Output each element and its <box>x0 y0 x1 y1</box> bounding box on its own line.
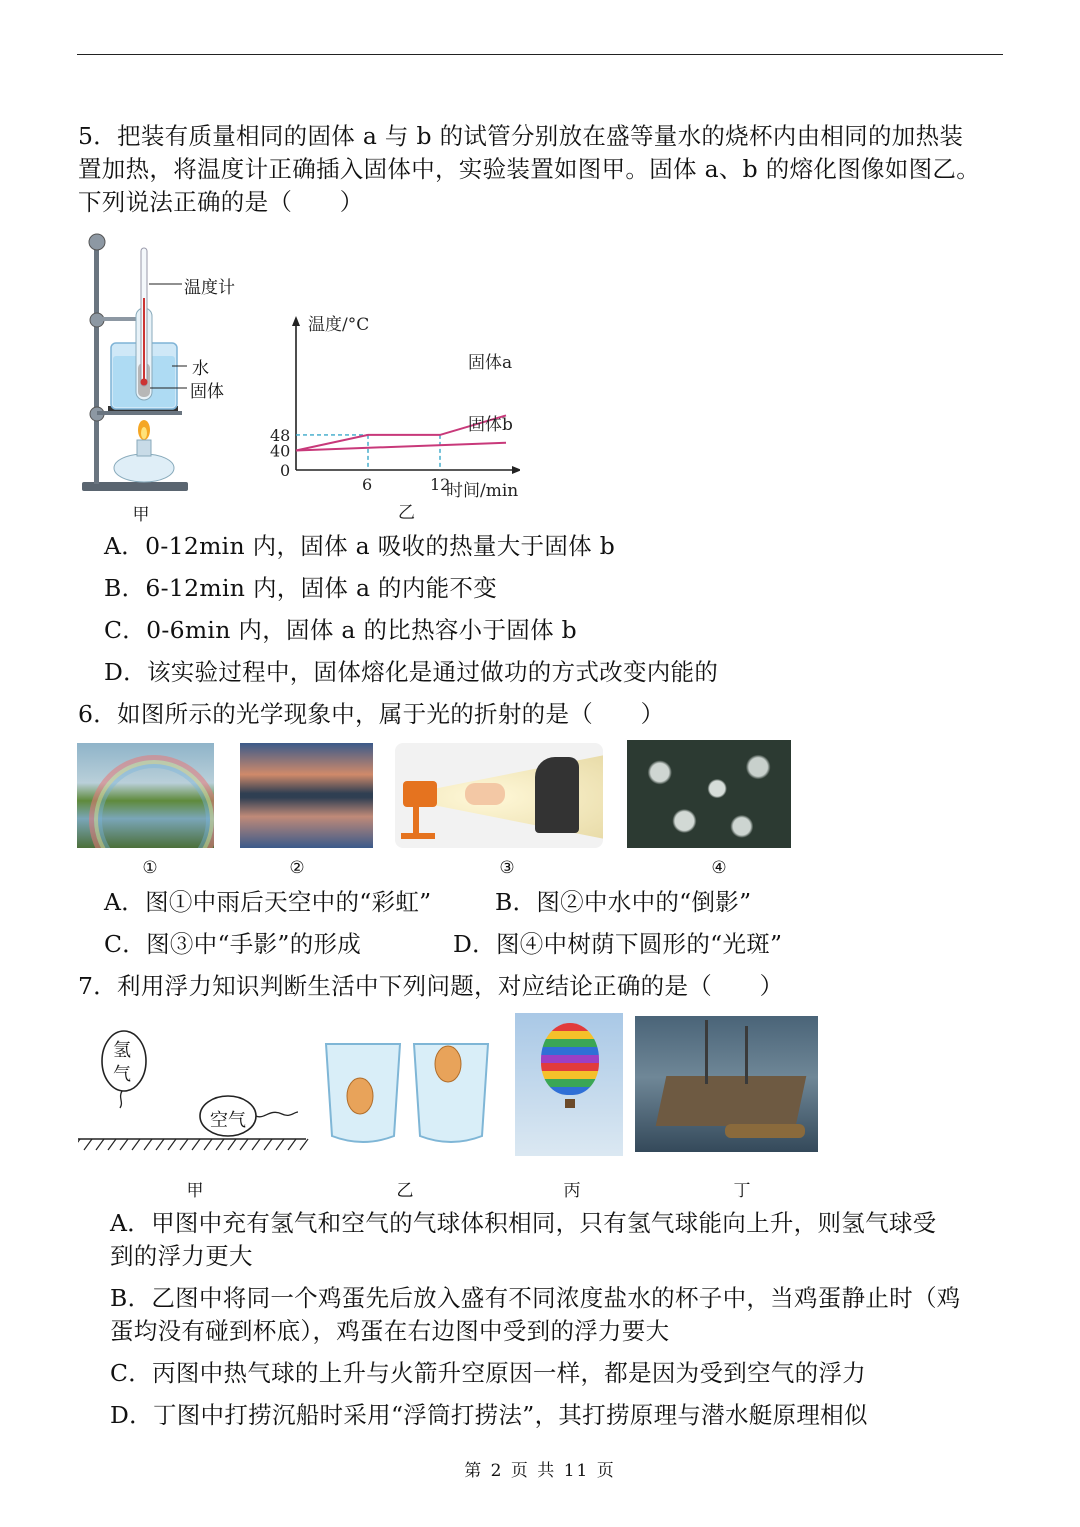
q7-caption-yi: 乙 <box>396 1181 414 1201</box>
hydrogen-label-1: 氢 <box>113 1040 131 1061</box>
y-axis-label: 温度/°C <box>308 315 370 335</box>
q7-option-a-line-2: 到的浮力更大 <box>110 1242 253 1270</box>
q5-stem-line-3: 下列说法正确的是（ ） <box>78 188 364 216</box>
alcohol-lamp <box>114 454 174 482</box>
melting-chart <box>260 310 520 532</box>
q7-caption-jia: 甲 <box>186 1181 204 1201</box>
q6-option-d: D．图④中树荫下圆形的“光斑” <box>453 930 783 958</box>
ground-hatch <box>78 1139 308 1150</box>
page-footer: 第 2 页 共 11 页 <box>464 1461 616 1481</box>
rainbow-photo <box>77 743 214 848</box>
hot-air-balloon-photo <box>515 1013 623 1156</box>
q6-option-b: B．图②中水中的“倒影” <box>495 888 752 916</box>
eggs-figure <box>320 1036 496 1146</box>
q6-caption-3: ③ <box>499 858 515 878</box>
q6-stem: 6．如图所示的光学现象中，属于光的折射的是（ ） <box>78 700 665 728</box>
y-axis-arrow <box>292 316 300 326</box>
light-spots-photo <box>627 740 791 848</box>
q7-option-a-line-1: A．甲图中充有氢气和空气的气球体积相同，只有氢气球能向上升，则氢气球受 <box>110 1209 937 1237</box>
reflection-photo <box>240 743 373 848</box>
hydrogen-label-2: 气 <box>113 1064 131 1085</box>
q7-caption-bing: 丙 <box>563 1181 581 1201</box>
q5-stem-line-1: 5．把装有质量相同的固体 a 与 b 的试管分别放在盛等量水的烧杯内由相同的加热装 <box>78 122 964 150</box>
q5-stem-line-2: 置加热，将温度计正确插入固体中，实验装置如图甲。固体 a、b 的熔化图像如图乙。 <box>78 155 980 183</box>
egg-right <box>435 1046 461 1082</box>
q6-caption-2: ② <box>289 858 305 878</box>
x-tick-label-6: 6 <box>362 475 373 494</box>
x-tick-label-12: 12 <box>430 475 451 494</box>
q7-stem: 7．利用浮力知识判断生活中下列问题，对应结论正确的是（ ） <box>78 972 784 1000</box>
q7-option-d: D．丁图中打捞沉船时采用“浮筒打捞法”，其打捞原理与潜水艇原理相似 <box>110 1401 868 1429</box>
series-label-a: 固体a <box>468 353 513 373</box>
q5-option-b: B．6-12min 内，固体 a 的内能不变 <box>104 574 498 602</box>
q7-option-b-line-1: B．乙图中将同一个鸡蛋先后放入盛有不同浓度盐水的杯子中，当鸡蛋静止时（鸡 <box>110 1284 961 1312</box>
q5-option-a: A．0-12min 内，固体 a 吸收的热量大于固体 b <box>104 532 616 560</box>
origin-label: 0 <box>280 461 291 480</box>
y-tick-label-40: 40 <box>270 441 291 461</box>
x-axis-arrow <box>512 466 520 474</box>
thermometer-label: 温度计 <box>184 278 235 298</box>
q7-option-c: C．丙图中热气球的上升与火箭升空原因一样，都是因为受到空气的浮力 <box>110 1359 867 1387</box>
figure-jia-caption: 甲 <box>132 505 150 525</box>
water-label: 水 <box>192 359 209 379</box>
q6-caption-4: ④ <box>711 858 727 878</box>
q7-option-b-line-2: 蛋均没有碰到杯底），鸡蛋在右边图中受到的浮力要大 <box>110 1317 670 1345</box>
air-label: 空气 <box>210 1110 246 1131</box>
q6-option-c: C．图③中“手影”的形成 <box>104 930 362 958</box>
chart-caption: 乙 <box>398 503 415 523</box>
stand-rod <box>94 234 99 484</box>
q6-option-a: A．图①中雨后天空中的“彩虹” <box>104 888 432 916</box>
q6-caption-1: ① <box>142 858 158 878</box>
q5-option-c: C．0-6min 内，固体 a 的比热容小于固体 b <box>104 616 577 644</box>
apparatus-figure <box>78 228 258 496</box>
series-label-b: 固体b <box>468 415 513 435</box>
x-axis-label: 时间/min <box>446 481 519 501</box>
solid-label: 固体 <box>190 382 224 402</box>
header-rule <box>77 54 1003 55</box>
sunken-ship-photo <box>635 1016 818 1152</box>
y-tick-label-48: 48 <box>270 425 291 445</box>
hand-shadow-photo <box>395 743 603 848</box>
q5-option-d: D．该实验过程中，固体熔化是通过做功的方式改变内能的 <box>104 658 719 686</box>
q7-caption-ding: 丁 <box>733 1181 751 1201</box>
egg-left <box>347 1078 373 1114</box>
